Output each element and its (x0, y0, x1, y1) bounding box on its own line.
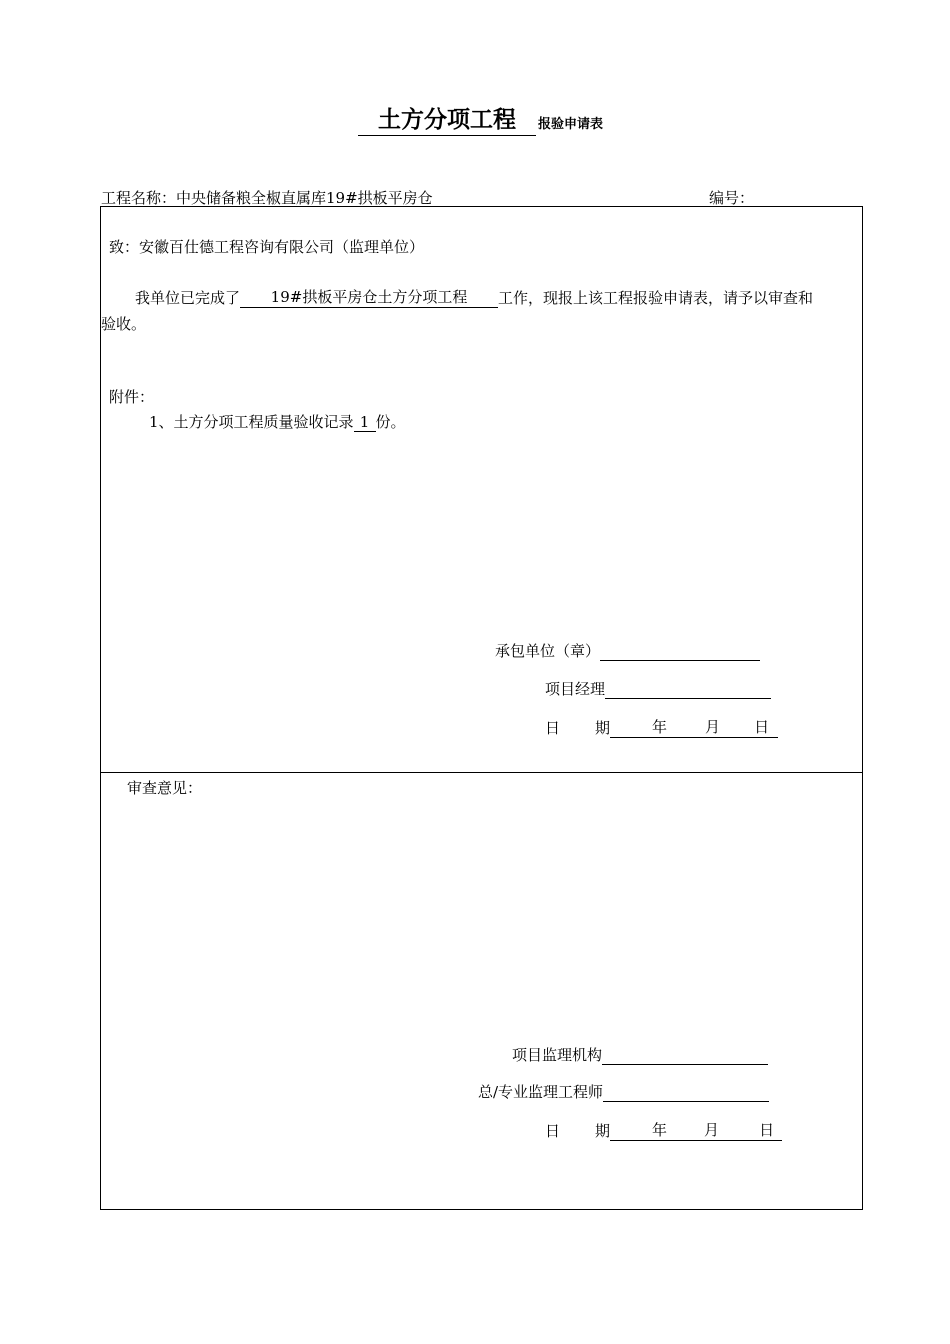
manager-label: 项目经理 (545, 680, 606, 698)
date-month: 月 (705, 718, 721, 736)
submission-statement (135, 286, 813, 308)
attachment-label: 附件： (109, 388, 155, 406)
engineer-line (603, 1083, 769, 1102)
review-section (100, 772, 863, 1210)
contractor-signature (495, 640, 760, 661)
attachment-item (149, 411, 406, 432)
addressee: 致：安徽百仕德工程咨询有限公司（监理单位） (109, 238, 425, 256)
number-label: 编号： (709, 189, 755, 207)
project-name: 工程名称：中央储备粮全椒直属库19#拱板平房仓 (101, 189, 433, 207)
engineer-label: 总/专业监理工程师 (478, 1083, 604, 1101)
form-title: 土方分项工程 (358, 104, 536, 136)
date-day: 日 (759, 1121, 775, 1139)
date-day: 日 (754, 718, 770, 736)
date-row-1 (545, 716, 778, 738)
review-label: 审查意见： (127, 779, 203, 797)
manager-line (605, 680, 771, 699)
form-subtitle: 报验申请表 (538, 117, 604, 132)
date-char-ri: 日 (545, 719, 561, 737)
supervision-org-label: 项目监理机构 (512, 1046, 603, 1064)
manager-signature (545, 678, 771, 699)
supervision-org-line (602, 1046, 768, 1065)
statement-prefix: 我单位已完成了 (135, 289, 241, 307)
statement-continuation: 验收。 (101, 315, 147, 333)
date-year: 年 (652, 1121, 668, 1139)
date-char-ri: 日 (545, 1122, 561, 1140)
statement-suffix: 工作，现报上该工程报验申请表，请予以审查和 (498, 289, 814, 307)
supervision-org-signature (512, 1044, 768, 1065)
attachment-text: 1、土方分项工程质量验收记录 (149, 413, 354, 431)
attachment-count: 1 (354, 413, 376, 432)
engineer-signature (478, 1081, 769, 1102)
completed-work: 19#拱板平房仓土方分项工程 (240, 286, 498, 308)
date-char-qi: 期 (595, 719, 611, 737)
date-year: 年 (652, 718, 668, 736)
date-row-2 (545, 1119, 782, 1141)
date-month: 月 (704, 1121, 720, 1139)
contractor-line (600, 642, 760, 661)
date-char-qi: 期 (595, 1122, 611, 1140)
contractor-label: 承包单位（章） (495, 642, 601, 660)
attachment-unit: 份。 (375, 413, 406, 431)
